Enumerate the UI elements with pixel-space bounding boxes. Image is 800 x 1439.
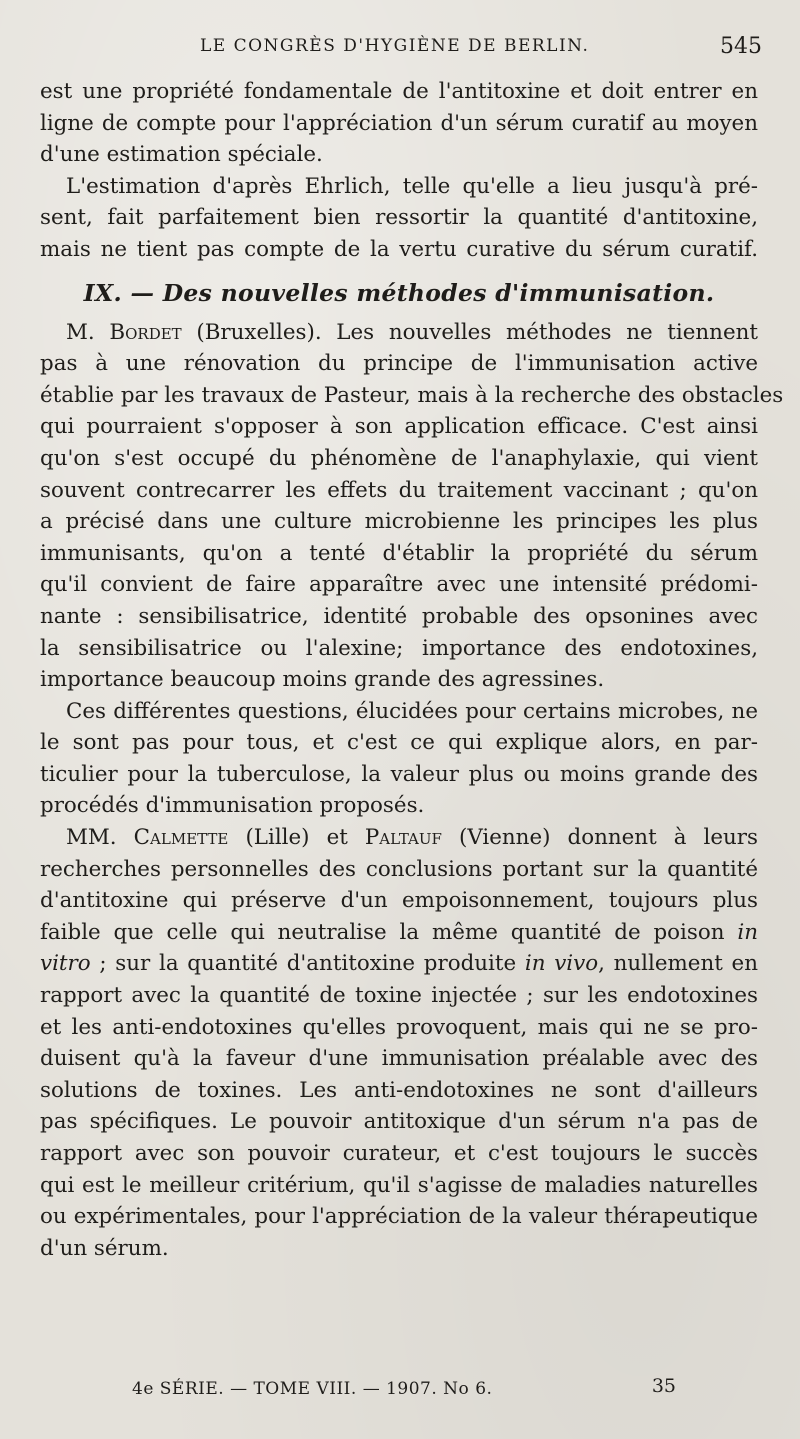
running-title: LE CONGRÈS D'HYGIÈNE DE BERLIN. — [200, 36, 590, 56]
italic-text: vitro — [40, 951, 91, 977]
text-line: d'antitoxine qui préserve d'un empoisonnement, toujours plus — [40, 888, 758, 914]
italic-text: in vivo — [524, 951, 599, 977]
text-line: est une propriété fondamentale de l'antitoxine et doit entrer en — [40, 79, 758, 104]
text-line — [40, 917, 758, 949]
paragraph-ehrlich — [40, 171, 758, 266]
running-header — [40, 32, 762, 62]
text-line — [40, 317, 758, 349]
page-number: 545 — [720, 34, 762, 59]
text-line: nante : sensibilisatrice, identité probable des opsonines avec — [40, 603, 758, 629]
author-name: Paltauf — [364, 825, 442, 851]
text-span: (Vienne) donnent à leurs — [441, 825, 759, 851]
text-line — [40, 948, 758, 980]
italic-text: in — [737, 919, 758, 945]
text-line: d'un sérum. — [40, 1235, 169, 1261]
text-line: a précisé dans une culture microbienne les principes les plus — [40, 509, 758, 535]
text-span: , nullement en — [598, 951, 758, 977]
body-text — [40, 76, 784, 1264]
paragraph-antitoxine — [40, 76, 758, 171]
text-line: ou expérimentales, pour l'appréciation de la valeur thérapeutique — [40, 1204, 758, 1230]
text-line: qu'il convient de faire apparaître avec une intensité prédomi- — [40, 572, 758, 598]
text-line: et les anti-endotoxines qu'elles provoquent, mais qui ne se pro- — [40, 1014, 758, 1040]
text-line: ligne de compte pour l'appréciation d'un sérum curatif au moyen — [40, 110, 758, 136]
paragraph-questions — [40, 696, 758, 822]
text-span: MM. — [66, 825, 134, 851]
author-name: Calmette — [133, 825, 229, 851]
text-line: pas spécifiques. Le pouvoir antitoxique d'un sérum n'a pas de — [40, 1109, 758, 1135]
text-span: M. — [66, 319, 110, 345]
section-heading: IX. — Des nouvelles méthodes d'immunisation. — [83, 278, 715, 307]
text-line: recherches personnelles des conclusions portant sur la quantité — [40, 856, 758, 882]
text-line: pas à une rénovation du principe de l'immunisation active — [40, 351, 758, 377]
paragraph-calmette-paltauf — [40, 822, 758, 1264]
text-span: faible que celle qui neutralise la même quantité de poison — [40, 919, 738, 945]
text-line: duisent qu'à la faveur d'une immunisation préalable avec des — [40, 1046, 758, 1072]
text-line: d'une estimation spéciale. — [40, 142, 323, 168]
text-line: importance beaucoup moins grande des agressines. — [40, 667, 605, 693]
text-line: L'estimation d'après Ehrlich, telle qu'elle a lieu jusqu'à pré- — [66, 173, 758, 199]
text-span: (Bruxelles). Les nouvelles méthodes ne tiennent — [181, 319, 758, 345]
page-footer — [40, 1375, 758, 1405]
text-line: immunisants, qu'on a tenté d'établir la propriété du sérum — [40, 540, 758, 566]
text-line: mais ne tient pas compte de la vertu curative du sérum curatif. — [40, 236, 758, 262]
signature-mark: 35 — [651, 1375, 676, 1397]
paragraph-bordet — [40, 317, 784, 696]
text-line: ticulier pour la tuberculose, la valeur plus ou moins grande des — [40, 761, 758, 787]
text-line: solutions de toxines. Les anti-endotoxines ne sont d'ailleurs — [40, 1077, 758, 1103]
text-line: qu'on s'est occupé du phénomène de l'anaphylaxie, qui vient — [40, 445, 758, 471]
text-line: qui est le meilleur critérium, qu'il s'agisse de maladies naturelles — [40, 1172, 758, 1198]
series-line: 4e SÉRIE. — TOME VIII. — 1907. No 6. — [132, 1379, 493, 1399]
text-line: qui pourraient s'opposer à son application efficace. C'est ainsi — [40, 414, 758, 440]
text-line: le sont pas pour tous, et c'est ce qui explique alors, en par- — [40, 730, 758, 756]
author-name: Bordet — [109, 319, 182, 345]
text-line: sent, fait parfaitement bien ressortir la quantité d'antitoxine, — [40, 205, 758, 231]
text-span: ; sur la quantité d'antitoxine produite — [90, 951, 525, 977]
text-line: la sensibilisatrice ou l'alexine; importance des endotoxines, — [40, 635, 758, 661]
text-line: rapport avec son pouvoir curateur, et c'est toujours le succès — [40, 1141, 758, 1166]
text-line: souvent contrecarrer les effets du traitement vaccinant ; qu'on — [40, 477, 758, 503]
text-line — [40, 822, 758, 854]
text-line: établie par les travaux de Pasteur, mais à la recherche des obstacles — [40, 382, 784, 408]
text-line: Ces différentes questions, élucidées pour certains microbes, ne — [66, 698, 758, 724]
text-line: procédés d'immunisation proposés. — [40, 793, 425, 819]
text-span: (Lille) et — [228, 825, 365, 851]
text-line: rapport avec la quantité de toxine injectée ; sur les endotoxines — [40, 983, 758, 1009]
